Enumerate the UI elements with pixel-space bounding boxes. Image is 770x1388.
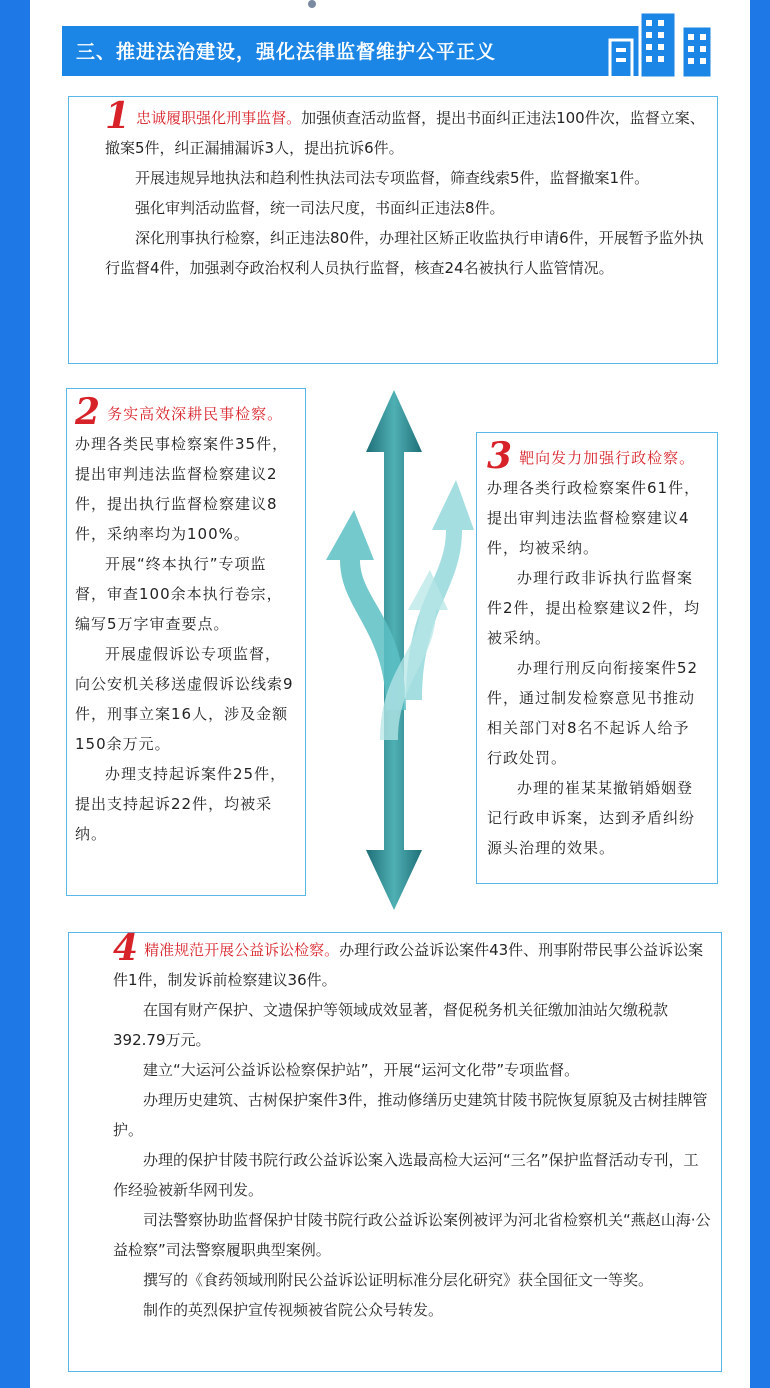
section-2-number: 2 <box>75 391 102 433</box>
section-4-paragraph: 撰写的《食药领域刑附民公益诉讼证明标准分层化研究》获全国征文一等奖。 <box>143 1271 654 1289</box>
section-2-title-line <box>75 391 295 433</box>
top-dot <box>308 0 316 8</box>
section-1-paragraph: 深化刑事执行检察，纠正违法80件，办理社区矫正收监执行申请6件，开展暂予监外执行监督4件，加强剥夺政治权利人员执行监督，核查24名被执行人监管情况。 <box>105 229 704 277</box>
arrows-illustration <box>310 380 480 920</box>
section-3-lead: 办理各类行政检察案件61件，提出审判违法监督检察建议4件，均被采纳。 <box>487 479 701 557</box>
section-2-lead: 办理各类民事检察案件35件，提出审判违法监督检察建议2件，提出执行监督检察建议8件，采纳率均为100%。 <box>75 435 289 543</box>
building-icon <box>602 0 722 80</box>
section-1-lead: 加强侦查活动监督，提出书面纠正违法100件次，监督立案、撤案5件，纠正漏捕漏诉3人，提出抗诉6件。 <box>105 109 705 157</box>
section-1-paragraph: 强化审判活动监督，统一司法尺度，书面纠正违法8件。 <box>135 199 505 217</box>
section-2-heading: 务实高效深耕民事检察。 <box>107 405 284 423</box>
section-3-paragraph: 办理行政非诉执行监督案件2件，提出检察建议2件，均被采纳。 <box>487 569 701 647</box>
section-3-number: 3 <box>487 435 514 477</box>
section-4-panel <box>68 927 722 1372</box>
section-4-paragraph: 制作的英烈保护宣传视频被省院公众号转发。 <box>143 1301 444 1319</box>
section-4-paragraph: 办理的保护甘陵书院行政公益诉讼案入选最高检大运河“三名”保护监督活动专刊，工作经验被新华网刊发。 <box>113 1151 699 1199</box>
section-1-paragraph: 开展违规异地执法和趋利性执法司法专项监督，筛查线索5件，监督撤案1件。 <box>135 169 650 187</box>
section-4-lead: 办理行政公益诉讼案件43件、刑事附带民事公益诉讼案件1件，制发诉前检察建议36件。 <box>113 941 704 989</box>
section-4-number: 4 <box>113 927 139 969</box>
section-2-paragraph: 开展虚假诉讼专项监督，向公安机关移送虚假诉讼线索9件，刑事立案16人，涉及金额150余万元。 <box>75 645 294 753</box>
section-1-panel <box>68 96 718 364</box>
section-4-heading: 精准规范开展公益诉讼检察。 <box>144 941 340 959</box>
section-3-lead-paragraph <box>487 435 705 563</box>
section-4-paragraph: 建立“大运河公益诉讼检察保护站”，开展“运河文化带”专项监督。 <box>143 1061 580 1079</box>
section-3-heading: 靶向发力加强行政检察。 <box>519 449 696 467</box>
section-4-paragraph: 办理历史建筑、古树保护案件3件，推动修缮历史建筑甘陵书院恢复原貌及古树挂牌管护。 <box>113 1091 708 1139</box>
section-4-lead-paragraph <box>113 927 711 995</box>
banner-title: 三、推进法治建设，强化法律监督维护公平正义 <box>76 41 497 63</box>
section-2-panel <box>66 388 306 896</box>
section-2-paragraph: 办理支持起诉案件25件，提出支持起诉22件，均被采纳。 <box>75 765 287 843</box>
section-3-panel <box>476 432 718 884</box>
section-1-lead-paragraph <box>105 95 707 163</box>
section-1-heading: 忠诚履职强化刑事监督。 <box>136 109 302 127</box>
section-2-paragraph: 开展“终本执行”专项监督，审查100余本执行卷宗，编写5万字审查要点。 <box>75 555 283 633</box>
section-3-paragraph: 办理行刑反向衔接案件52件，通过制发检察意见书推动相关部门对8名不起诉人给予行政处罚。 <box>487 659 699 767</box>
section-1-number: 1 <box>105 95 131 137</box>
section-4-paragraph: 在国有财产保护、文遗保护等领域成效显著，督促税务机关征缴加油站欠缴税款392.79万元。 <box>113 1001 669 1049</box>
section-3-paragraph: 办理的崔某某撤销婚姻登记行政申诉案，达到矛盾纠纷源头治理的效果。 <box>487 779 696 857</box>
section-4-paragraph: 司法警察协助监督保护甘陵书院行政公益诉讼案例被评为河北省检察机关“燕赵山海·公益检察”司法警察履职典型案例。 <box>113 1211 711 1259</box>
